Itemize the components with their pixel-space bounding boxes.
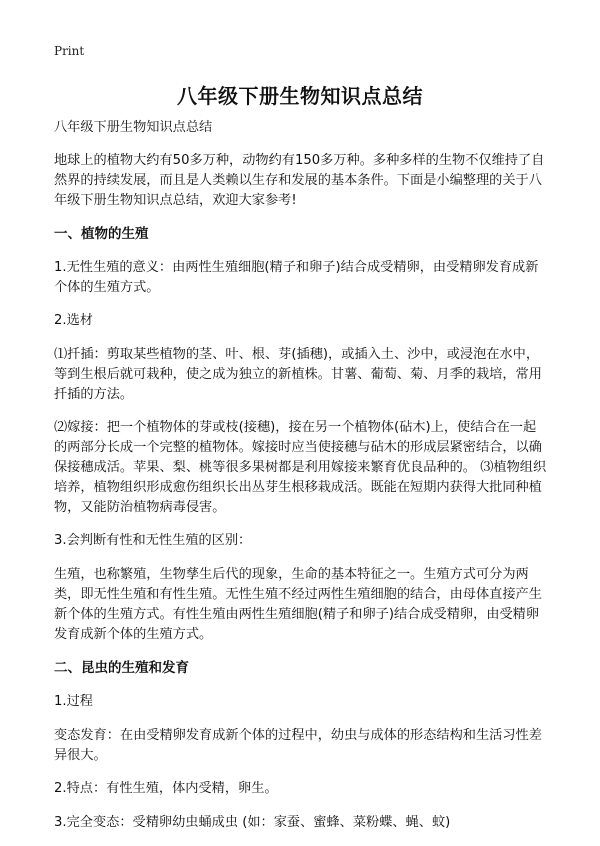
paragraph: 3.完全变态：受精卵幼虫蛹成虫 (如：家蚕、蜜蜂、菜粉蝶、蝇、蚊) <box>54 815 451 830</box>
paragraph: 3.会判断有性和无性生殖的区别： <box>54 533 252 548</box>
paragraph: 2.特点：有性生殖，体内受精，卵生。 <box>54 781 278 796</box>
section-heading: 一、植物的生殖 <box>54 226 149 242</box>
paragraph: ⑵嫁接：把一个植物体的芽或枝(接穗)，接在另一个植物体(砧木)上，使结合在一起的两部分长成一个完整的植物体。嫁接时应当使接穗与砧木的形成层紧密结合，以确保接穗成活。苹果、梨、桃等很多果树都是利用嫁接来繁育优良品种的。 ⑶植物组织培养，植物组织形成愈伤组织长出丛芽生根移栽成活。既能在短期内获得大批同种植物，又能防治植物病毒侵害。 <box>54 420 547 515</box>
document-body <box>54 118 548 846</box>
section-heading: 二、昆虫的生殖和发育 <box>54 660 189 676</box>
paragraph: 变态发育：在由受精卵发育成新个体的过程中，幼虫与成体的形态结构和生活习性差异很大。 <box>54 728 542 763</box>
paragraph: 八年级下册生物知识点总结 <box>54 120 213 135</box>
paragraph: 地球上的植物大约有50多万种，动物约有150多万种。多种多样的生物不仅维持了自然界的持续发展，而且是人类赖以生存和发展的基本条件。下面是小编整理的关于八年级下册生物知识点总结，欢迎大家参考! <box>54 153 545 208</box>
document-title: 八年级下册生物知识点总结 <box>177 84 423 108</box>
paragraph: ⑴扦插：剪取某些植物的茎、叶、根、芽(插穗)，或插入土、沙中，或浸泡在水中，等到生根后就可栽种，使之成为独立的新植株。甘薯、葡萄、菊、月季的栽培，常用扦插的方法。 <box>54 347 542 402</box>
print-label: Print <box>54 44 85 58</box>
paragraph: 生殖，也称繁殖，生物孳生后代的现象，生命的基本特征之一。生殖方式可分为两类，即无性生殖和有性生殖。无性生殖不经过两性生殖细胞的结合，由母体直接产生新个体的生殖方式。有性生殖由两性生殖细胞(精子和卵子)结合成受精卵，由受精卵发育成新个体的生殖方式。 <box>54 567 542 642</box>
paragraph: 1.无性生殖的意义：由两性生殖细胞(精子和卵子)结合成受精卵，由受精卵发育成新个体的生殖方式。 <box>54 260 539 295</box>
paragraph: 2.选材 <box>54 313 93 328</box>
paragraph: 1.过程 <box>54 694 93 709</box>
